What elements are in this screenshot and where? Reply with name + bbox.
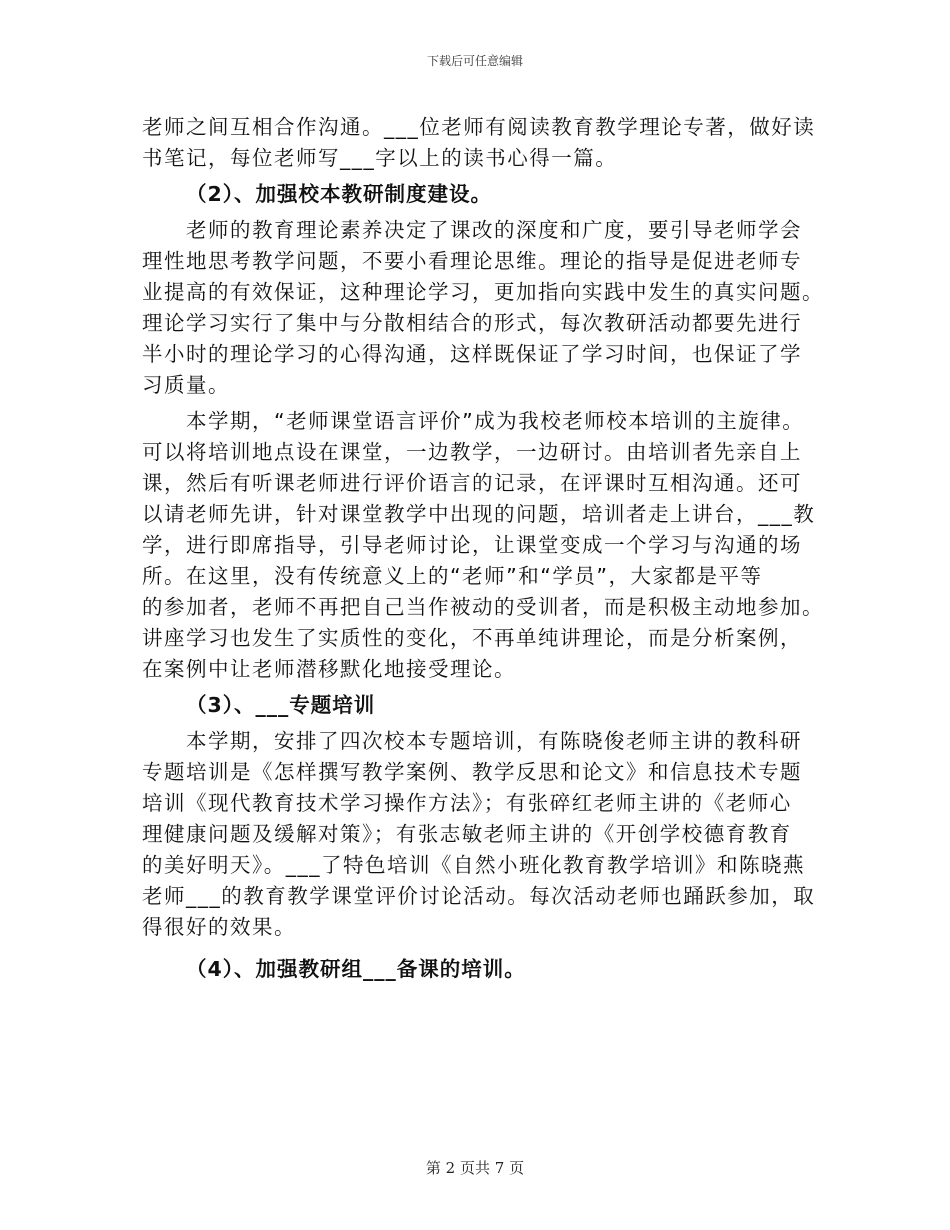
body-line: 理论学习实行了集中与分散相结合的形式，每次教研活动都要先进行 xyxy=(142,311,802,335)
paragraph-first-line: 本学期，安排了四次校本专题培训，有陈晓俊老师主讲的教科研 xyxy=(186,729,802,753)
body-line: 书笔记，每位老师写___字以上的读书心得一篇。 xyxy=(142,146,618,170)
body-line: 以请老师先讲，针对课堂教学中出现的问题，培训者走上讲台，___教 xyxy=(142,502,816,526)
paragraph-first-line: 老师的教育理论素养决定了课改的深度和广度，要引导老师学会 xyxy=(186,218,802,242)
body-line: 老师___的教育教学课堂评价讨论活动。每次活动老师也踊跃参加，取 xyxy=(142,884,816,908)
page-footer: 第 2 页共 7 页 xyxy=(425,1159,525,1177)
body-line: 半小时的理论学习的心得沟通，这样既保证了学习时间，也保证了学 xyxy=(142,342,802,366)
body-line: 的美好明天》。___了特色培训《自然小班化教育教学培训》和陈晓燕 xyxy=(142,853,805,877)
body-line: 可以将培训地点设在课堂，一边教学，一边研讨。由培训者先亲自上 xyxy=(142,440,802,464)
body-line: 学，进行即席指导，引导老师讨论，让课堂变成一个学习与沟通的场 xyxy=(142,533,802,557)
body-line: 培训《现代教育技术学习操作方法》；有张碎红老师主讲的《老师心 xyxy=(142,791,792,815)
body-line: 理性地思考教学问题，不要小看理论思维。理论的指导是促进老师专 xyxy=(142,249,802,273)
body-line: 所。在这里，没有传统意义上的“老师”和“学员”，大家都是平等 xyxy=(142,564,763,588)
paragraph-first-line: 本学期，“老师课堂语言评价”成为我校老师校本培训的主旋律。 xyxy=(186,409,805,433)
body-line: 课，然后有听课老师进行评价语言的记录，在评课时互相沟通。还可 xyxy=(142,471,802,495)
body-line: 专题培训是《怎样撰写教学案例、教学反思和论文》和信息技术专题 xyxy=(142,760,802,784)
document-body xyxy=(142,112,824,985)
body-line: 业提高的有效保证，这种理论学习，更加指向实践中发生的真实问题。 xyxy=(142,280,824,304)
body-line: 得很好的效果。 xyxy=(142,915,296,939)
section-heading: （2）、加强校本教研制度建设。 xyxy=(186,182,493,206)
page-header: 下载后可任意编辑 xyxy=(426,54,523,68)
body-line: 的参加者，老师不再把自己当作被动的受训者，而是积极主动地参加。 xyxy=(142,595,824,619)
body-line: 理健康问题及缓解对策》；有张志敏老师主讲的《开创学校德育教育 xyxy=(142,822,792,846)
body-line: 在案例中让老师潜移默化地接受理论。 xyxy=(142,657,516,681)
body-line: 讲座学习也发生了实质性的变化，不再单纯讲理论，而是分析案例， xyxy=(142,626,802,650)
section-heading: （4）、加强教研组___备课的培训。 xyxy=(186,957,526,981)
section-heading: （3）、___专题培训 xyxy=(186,693,376,717)
body-line: 习质量。 xyxy=(142,373,230,397)
body-line: 老师之间互相合作沟通。___位老师有阅读教育教学理论专著，做好读 xyxy=(142,115,816,139)
